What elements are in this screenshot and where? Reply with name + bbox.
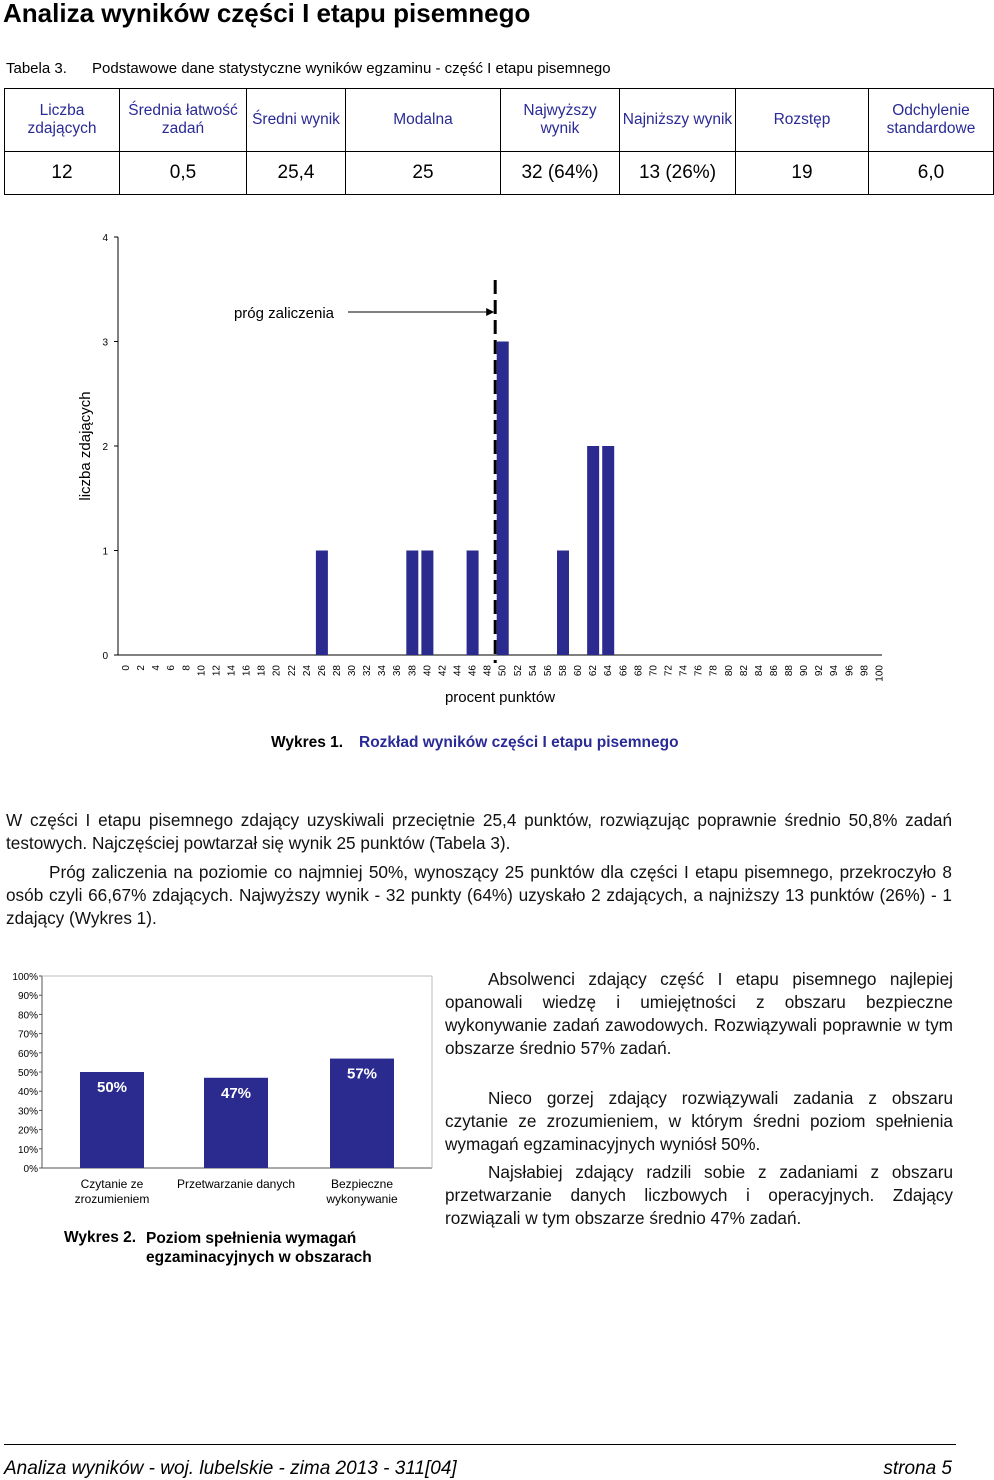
- value-cell: 32 (64%): [501, 152, 620, 195]
- x-tick-label: 48: [482, 665, 494, 677]
- x-tick-label: 40: [422, 665, 434, 677]
- y-tick-label: 3: [102, 337, 108, 349]
- header-cell: Najwyższy wynik: [501, 89, 620, 152]
- page-number: strona 5: [883, 1458, 952, 1479]
- y-tick-label: 2: [102, 442, 108, 453]
- value-cell: 6,0: [869, 152, 994, 195]
- table-caption-label: Tabela 3.: [6, 60, 67, 77]
- x-tick-label: 70: [648, 665, 660, 677]
- x-tick-label: 2: [136, 665, 148, 671]
- histogram-bar: [497, 342, 509, 656]
- area-paragraph-1: Absolwenci zdający część I etapu pisemnego najlepiej opanowali wiedzę i umiejętności z obszaru bezpieczne wykonywanie zadań zawodowych. Rozwiązywali poprawnie w tym obszarze średnio 57% zadań.: [445, 969, 953, 1058]
- x-tick-label: 30: [347, 665, 359, 677]
- x-tick-label: 100: [874, 665, 886, 682]
- x-tick-label: 90: [799, 665, 811, 677]
- x-tick-label: 34: [377, 665, 389, 677]
- score-distribution-chart: [0, 222, 960, 722]
- summary-paragraph-2: Próg zaliczenia na poziomie co najmniej 50%, wynoszący 25 punktów dla części I etapu pisemnego, przekroczyło 8 osób czyli 66,67% zdających. Najwyższy wynik - 32 punkty (64%) uzyskało 2 zdających, a najniższy 13 punktów (26%) - 1 zdający (Wykres 1).: [6, 862, 952, 928]
- y-tick-label: 20%: [17, 1125, 38, 1137]
- x-tick-label: 88: [784, 665, 796, 677]
- area-paragraph-3: Najsłabiej zdający radzili sobie z zadaniami z obszaru przetwarzanie danych liczbowych i operacyjnych. Zdający rozwiązali w tym obszarze średnio 47% zadań.: [445, 1162, 953, 1228]
- histogram-bar: [406, 551, 418, 656]
- x-axis-label: procent punktów: [444, 689, 556, 706]
- x-tick-label: 74: [678, 665, 690, 677]
- y-tick-label: 80%: [17, 1010, 38, 1022]
- x-tick-label: 18: [256, 665, 268, 677]
- histogram-bar: [587, 446, 599, 655]
- x-tick-label: 46: [467, 665, 479, 677]
- x-tick-label: 80: [723, 665, 735, 677]
- y-tick-label: 0: [102, 651, 108, 662]
- x-tick-label: 76: [693, 665, 705, 677]
- x-tick-label: 52: [512, 665, 524, 677]
- x-tick-label: 56: [542, 665, 554, 677]
- histogram-bar: [421, 551, 433, 656]
- header-cell: Rozstęp: [736, 89, 869, 152]
- chart1-caption-text: Rozkład wyników części I etapu pisemnego: [359, 734, 679, 751]
- y-tick-label: 70%: [17, 1029, 38, 1041]
- bar-value-label: 50%: [96, 1079, 128, 1096]
- y-tick-label: 1: [102, 546, 108, 558]
- y-axis-label: liczba zdających: [77, 391, 94, 501]
- y-tick-label: 0%: [23, 1164, 38, 1175]
- histogram-bar: [467, 551, 479, 656]
- chart1-caption-label: Wykres 1.: [271, 734, 344, 751]
- y-tick-label: 100%: [12, 972, 38, 983]
- x-tick-label: 0: [121, 665, 132, 671]
- x-tick-label: 8: [181, 665, 193, 671]
- histogram-bar: [316, 551, 328, 656]
- y-tick-label: 10%: [17, 1144, 38, 1156]
- x-tick-label: 82: [738, 665, 750, 677]
- header-cell: Modalna: [346, 89, 501, 152]
- header-cell: Średnia łatwość zadań: [120, 89, 247, 152]
- x-tick-label: 26: [316, 665, 328, 677]
- x-tick-label: 4: [151, 665, 163, 671]
- header-cell: Liczba zdających: [5, 89, 120, 152]
- x-tick-label: 66: [618, 665, 630, 677]
- x-tick-label: 10: [196, 665, 208, 677]
- header-cell: Odchylenie standardowe: [869, 89, 994, 152]
- histogram-bar: [602, 446, 614, 655]
- x-tick-label: 54: [527, 665, 539, 677]
- stats-value-row: [5, 152, 994, 195]
- x-tick-label: 14: [226, 665, 238, 677]
- x-tick-label: 12: [211, 665, 223, 677]
- footer-left: Analiza wyników - woj. lubelskie - zima 2013 - 311[04]: [4, 1458, 457, 1479]
- histogram-bar: [557, 551, 569, 656]
- x-tick-label: 64: [603, 665, 615, 677]
- threshold-arrowhead: [486, 308, 494, 316]
- x-tick-label: 92: [814, 665, 826, 677]
- x-tick-label: 24: [301, 665, 313, 677]
- x-tick-label: 50: [497, 665, 509, 677]
- x-tick-label: 58: [558, 665, 570, 677]
- y-tick-label: 50%: [17, 1068, 38, 1079]
- area-paragraph-2: Nieco gorzej zdający rozwiązywali zadania z obszaru czytanie ze zrozumieniem, w którym średni poziom spełnienia wymagań egzaminacyjnych wyniósł 50%.: [445, 1088, 953, 1154]
- x-tick-label: 84: [753, 665, 765, 677]
- x-category-label: Bezpieczne: [330, 1177, 394, 1191]
- y-tick-label: 40%: [17, 1087, 38, 1099]
- x-tick-label: 36: [392, 665, 404, 677]
- x-tick-label: 22: [286, 665, 298, 677]
- x-tick-label: 28: [331, 665, 343, 677]
- x-category-label: wykonywanie: [326, 1192, 398, 1206]
- chart2-caption-text: Poziom spełnienia wymagań egzaminacyjnych w obszarach: [146, 1230, 372, 1266]
- value-cell: 25,4: [247, 152, 346, 195]
- x-category-label: Czytanie ze: [80, 1177, 144, 1191]
- value-cell: 19: [736, 152, 869, 195]
- x-tick-label: 20: [271, 665, 283, 677]
- bar-value-label: 47%: [220, 1084, 252, 1102]
- x-tick-label: 16: [241, 665, 253, 677]
- y-tick-label: 90%: [17, 991, 38, 1003]
- x-tick-label: 72: [663, 665, 675, 677]
- chart2-caption-label: Wykres 2.: [64, 1229, 137, 1246]
- value-cell: 0,5: [120, 152, 247, 195]
- x-tick-label: 38: [407, 665, 419, 677]
- x-tick-label: 96: [844, 665, 856, 677]
- value-cell: 25: [346, 152, 501, 195]
- table-caption-text: Podstawowe dane statystyczne wyników egzaminu - część I etapu pisemnego: [92, 60, 611, 77]
- x-tick-label: 32: [362, 665, 374, 677]
- y-tick-label: 60%: [17, 1048, 38, 1060]
- bar-value-label: 57%: [346, 1065, 378, 1083]
- footer-divider: [4, 1444, 956, 1445]
- x-tick-label: 60: [573, 665, 585, 677]
- x-tick-label: 6: [166, 665, 178, 671]
- x-tick-label: 62: [588, 665, 600, 677]
- x-tick-label: 68: [633, 665, 645, 677]
- x-tick-label: 94: [829, 665, 841, 677]
- threshold-label: próg zaliczenia: [233, 305, 335, 322]
- x-tick-label: 98: [859, 665, 871, 677]
- x-tick-label: 86: [768, 665, 780, 677]
- y-tick-label: 4: [102, 233, 108, 244]
- value-cell: 12: [5, 152, 120, 195]
- page-title: Analiza wyników części I etapu pisemnego: [3, 0, 531, 28]
- summary-paragraph-1: W części I etapu pisemnego zdający uzyskiwali przeciętnie 25,4 punktów, rozwiązując poprawnie średnio 50,8% zadań testowych. Najczęściej powtarzał się wynik 25 punktów (Tabela 3).: [6, 810, 952, 853]
- stats-table: [4, 88, 994, 195]
- x-tick-label: 42: [437, 665, 449, 677]
- value-cell: 13 (26%): [620, 152, 736, 195]
- x-category-label: Przetwarzanie danych: [176, 1177, 296, 1191]
- x-tick-label: 78: [708, 665, 720, 677]
- x-category-label: zrozumieniem: [74, 1192, 150, 1206]
- stats-header-row: [5, 89, 994, 152]
- y-tick-label: 30%: [17, 1106, 38, 1118]
- header-cell: Najniższy wynik: [620, 89, 736, 152]
- x-tick-label: 44: [452, 665, 464, 677]
- header-cell: Średni wynik: [247, 89, 346, 152]
- area-performance-chart: [0, 968, 440, 1228]
